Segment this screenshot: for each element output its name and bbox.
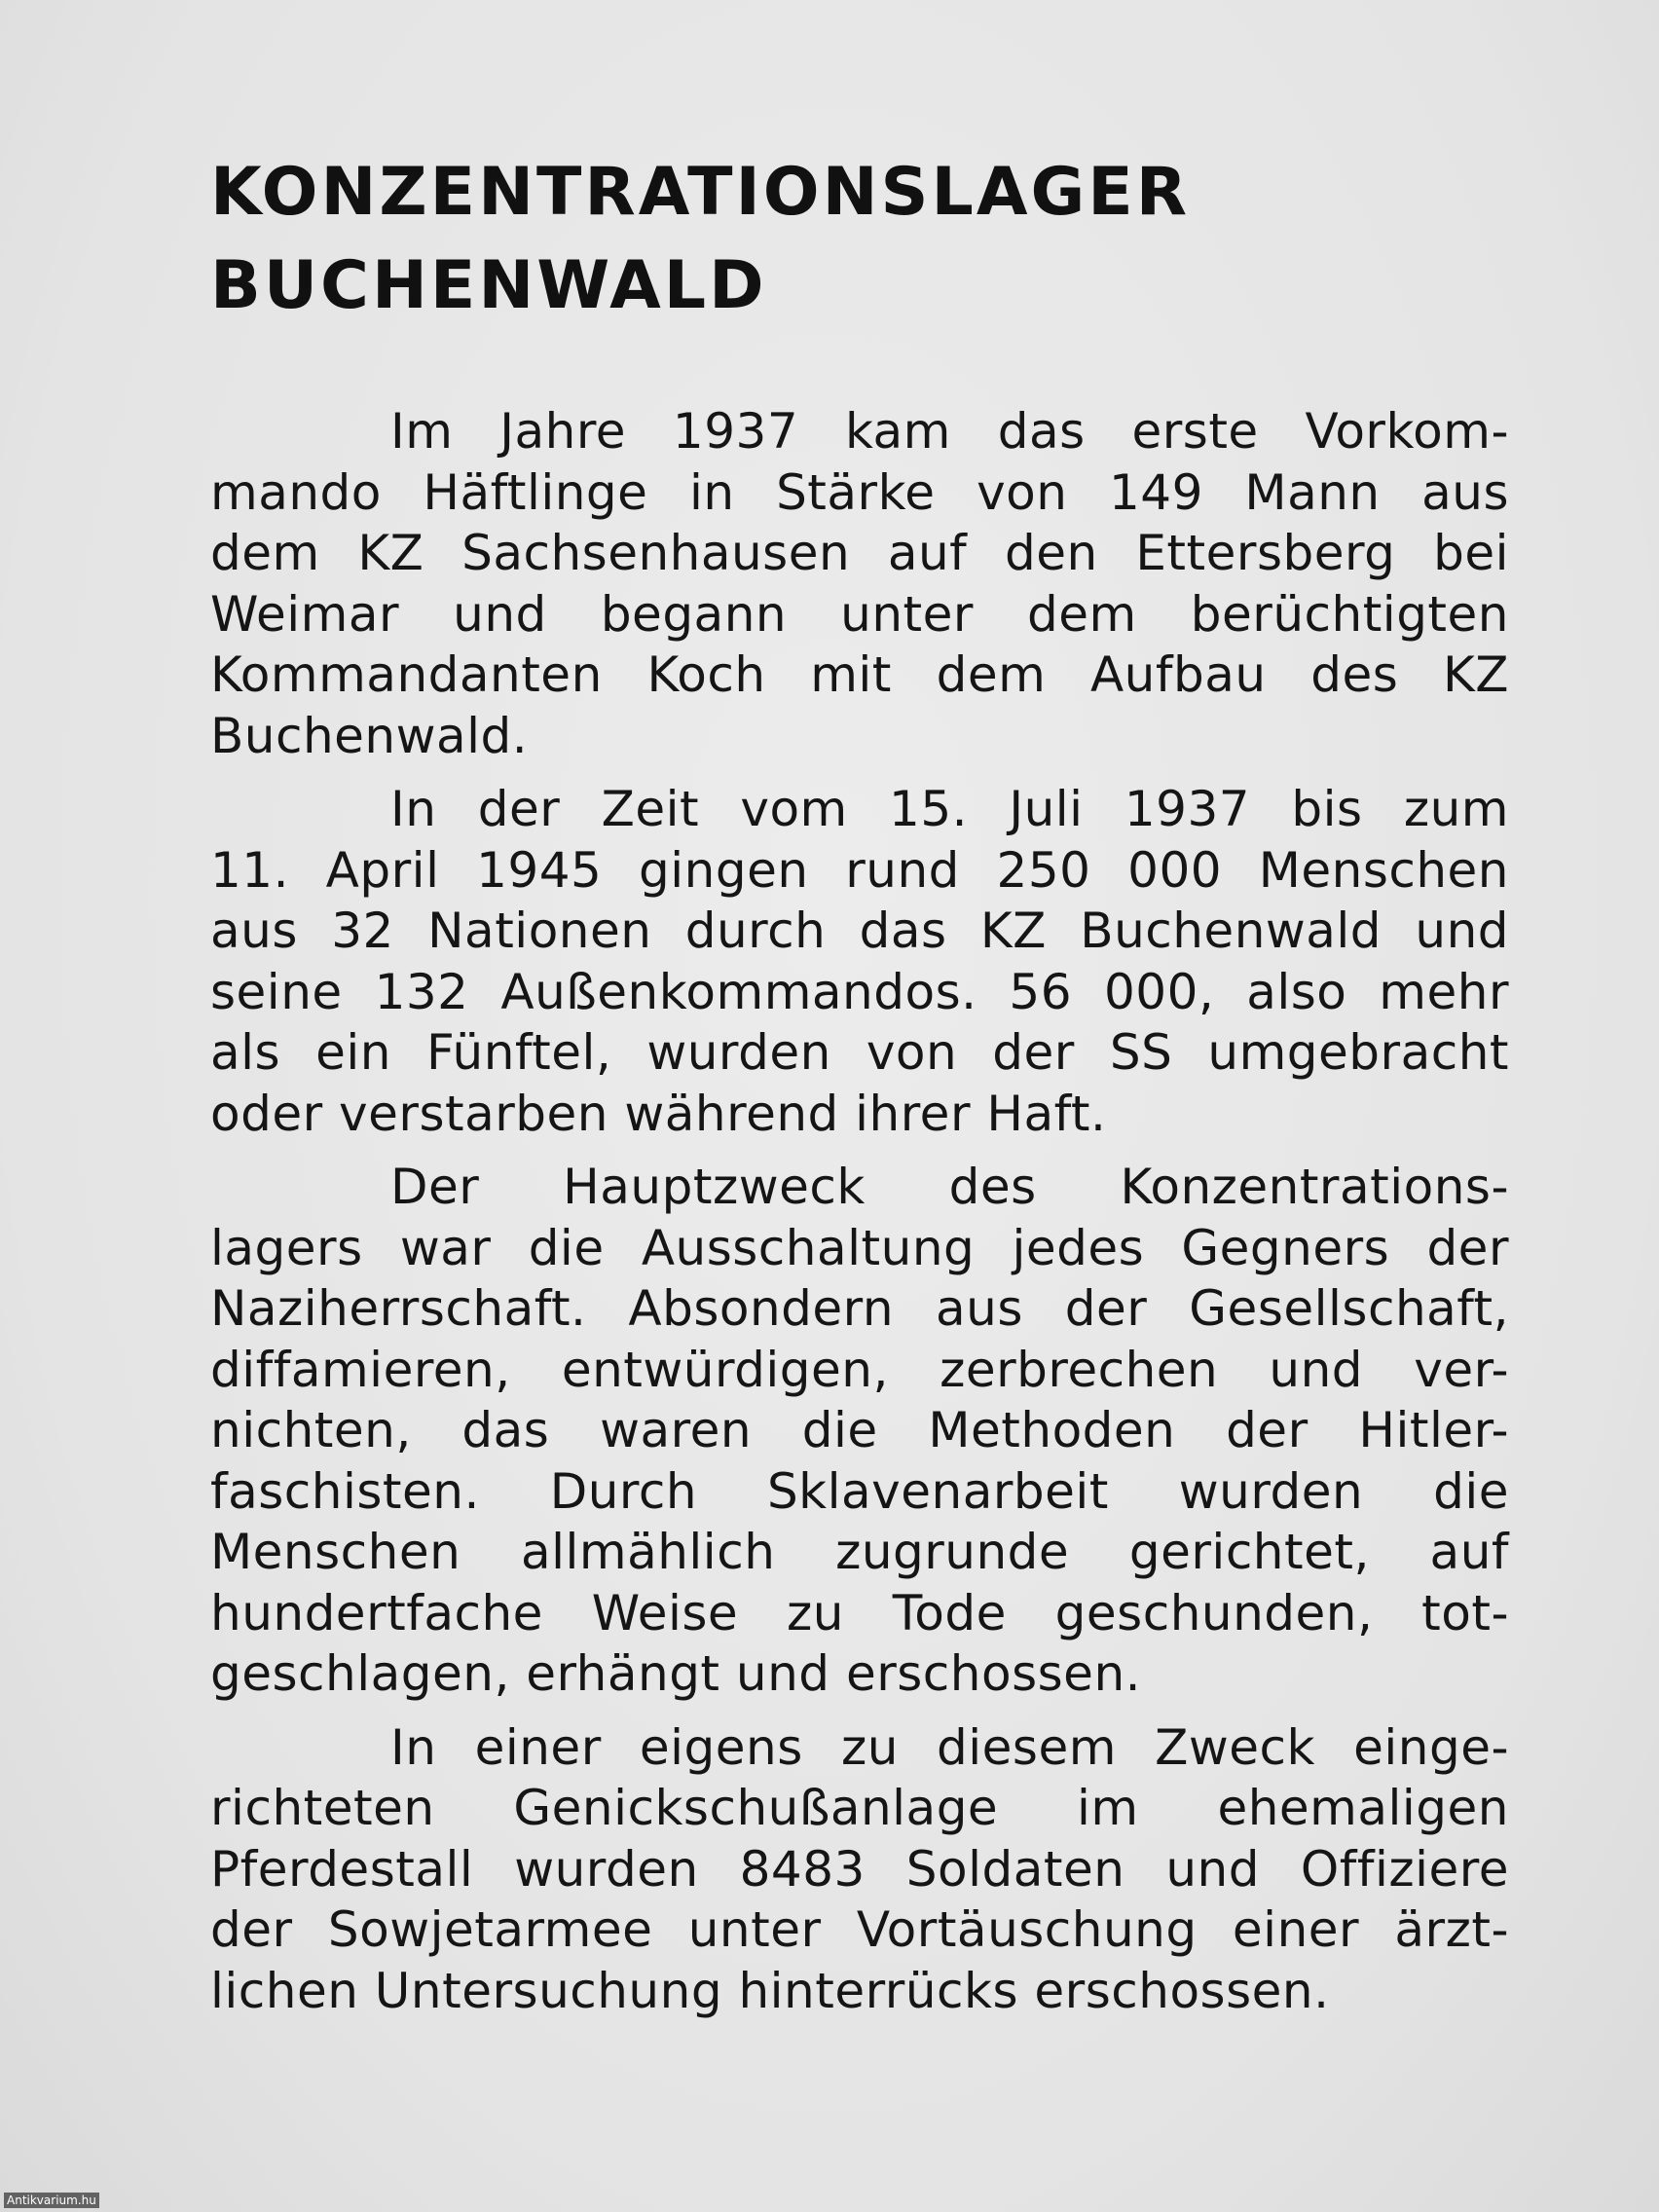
text-line: Naziherrschaft. Absondern aus der Gesellschaft, (210, 1280, 1509, 1337)
text-line: oder verstarben während ihrer Haft. (210, 1085, 1107, 1142)
text-line: Pferdestall wurden 8483 Soldaten und Offiziere (210, 1840, 1509, 1898)
text-line: hundertfache Weise zu Tode geschunden, tot- (210, 1584, 1509, 1641)
text-line: Der Hauptzweck des Konzentrations- (390, 1159, 1509, 1215)
text-line: lichen Untersuchung hinterrücks erschossen. (210, 1962, 1330, 2019)
paragraph-2 (210, 779, 1509, 1144)
page-title (210, 146, 1190, 333)
body-text (210, 401, 1509, 2034)
text-line: diffamieren, entwürdigen, zerbrechen und ver- (210, 1341, 1509, 1398)
text-line: In einer eigens zu diesem Zweck einge- (390, 1718, 1509, 1776)
text-line: In der Zeit vom 15. Juli 1937 bis zum (390, 781, 1509, 837)
text-line: aus 32 Nationen durch das KZ Buchenwald und (210, 903, 1509, 959)
text-line: Menschen allmählich zugrunde gerichtet, auf (210, 1524, 1509, 1580)
text-line: Buchenwald. (210, 707, 529, 764)
text-line: lagers war die Ausschaltung jedes Gegners der (210, 1219, 1509, 1276)
text-line: nichten, das waren die Methoden der Hitler- (210, 1402, 1509, 1458)
text-line: Kommandanten Koch mit dem Aufbau des KZ (210, 646, 1509, 703)
text-line: Im Jahre 1937 kam das erste Vorkom- (390, 403, 1509, 460)
paragraph-1 (210, 401, 1509, 766)
text-line: seine 132 Außenkommandos. 56 000, also mehr (210, 963, 1509, 1020)
paragraph-3 (210, 1157, 1509, 1705)
title-line-2: BUCHENWALD (210, 247, 767, 324)
text-line: mando Häftlinge in Stärke von 149 Mann aus (210, 463, 1509, 521)
text-line: geschlagen, erhängt und erschossen. (210, 1645, 1142, 1702)
text-line: richteten Genickschußanlage im ehemaligen (210, 1780, 1509, 1836)
text-line: als ein Fünftel, wurden von der SS umgebracht (210, 1024, 1509, 1081)
text-line: dem KZ Sachsenhausen auf den Ettersberg bei (210, 525, 1509, 581)
text-line: Weimar und begann unter dem berüchtigten (210, 585, 1509, 643)
text-line: faschisten. Durch Sklavenarbeit wurden die (210, 1462, 1509, 1520)
title-line-1: KONZENTRATIONSLAGER (210, 154, 1191, 231)
text-line: der Sowjetarmee unter Vortäuschung einer ärzt- (210, 1901, 1509, 1958)
watermark: Antikvarium.hu (4, 2193, 99, 2208)
text-line: 11. April 1945 gingen rund 250 000 Menschen (210, 841, 1509, 899)
paragraph-4 (210, 1717, 1509, 2022)
